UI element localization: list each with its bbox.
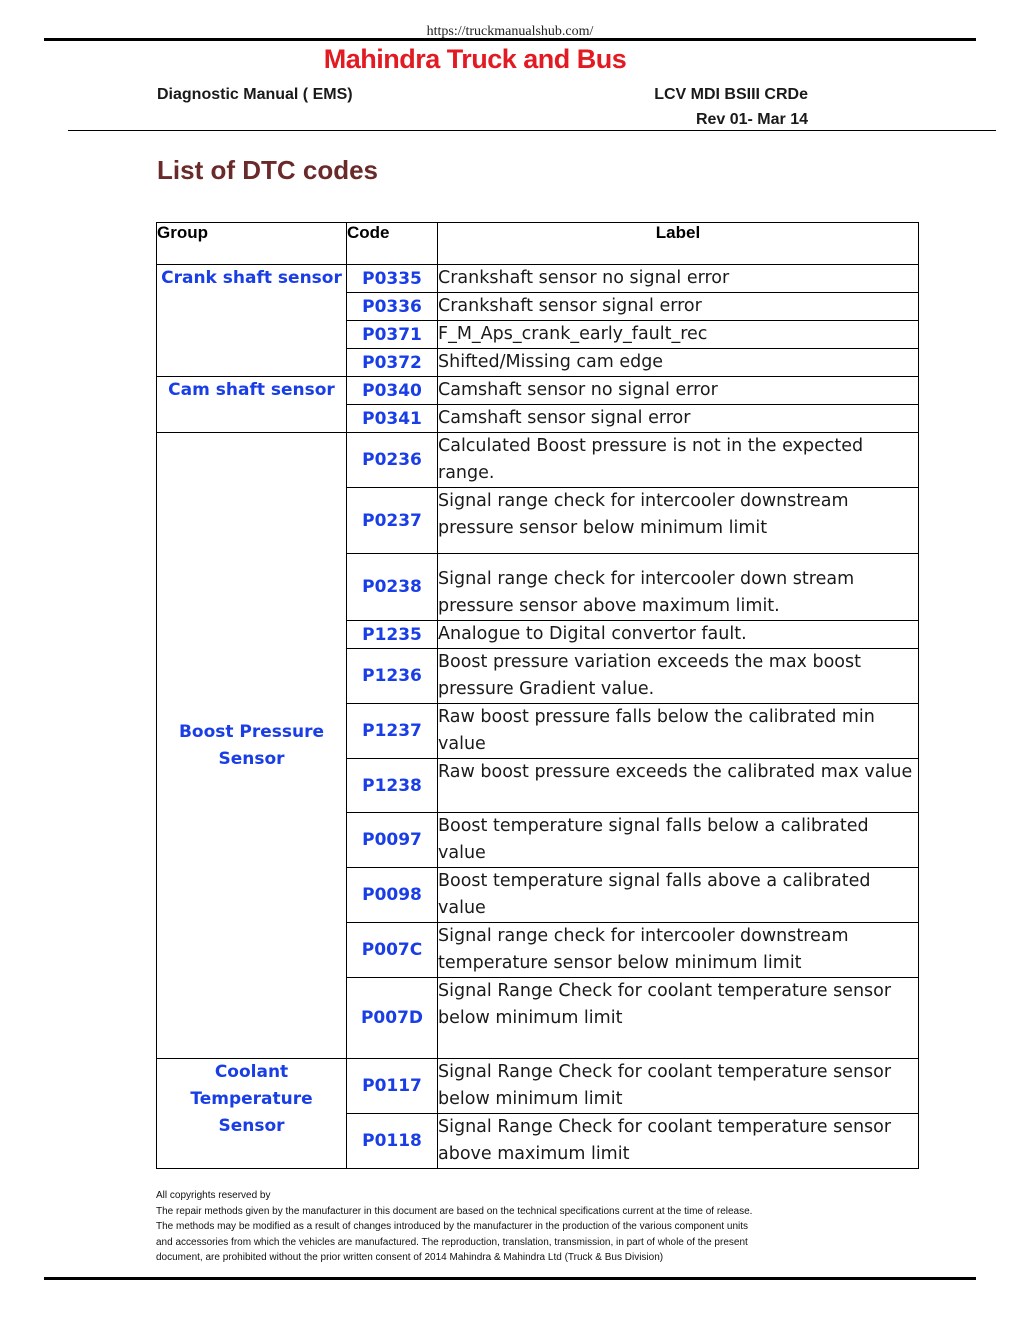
dtc-code: P0335 [347, 265, 438, 293]
dtc-label: Signal range check for intercooler down stream pressure sensor above maximum limit. [438, 554, 919, 621]
dtc-code: P0118 [347, 1114, 438, 1169]
dtc-table [156, 222, 919, 1169]
dtc-label: Signal Range Check for coolant temperature sensor below minimum limit [438, 1059, 919, 1114]
column-header-label: Label [438, 223, 919, 265]
doc-title: Diagnostic Manual ( EMS) [157, 86, 353, 103]
dtc-label: Boost temperature signal falls above a calibrated value [438, 868, 919, 923]
table-row [157, 433, 919, 488]
footer-line: The repair methods given by the manufacturer in this document are based on the technical specifications current at the time of release. [156, 1205, 753, 1217]
dtc-code: P1238 [347, 759, 438, 813]
dtc-code: P007C [347, 923, 438, 978]
dtc-code: P0097 [347, 813, 438, 868]
table-row [157, 265, 919, 293]
footer-line: All copyrights reserved by [156, 1190, 271, 1201]
dtc-code: P0237 [347, 488, 438, 554]
dtc-label: Signal range check for intercooler downstream pressure sensor below minimum limit [438, 488, 919, 554]
dtc-code: P0372 [347, 349, 438, 377]
source-url[interactable]: https://truckmanualshub.com/ [426, 24, 594, 39]
dtc-label: Crankshaft sensor no signal error [438, 265, 919, 293]
dtc-code: P0341 [347, 405, 438, 433]
column-header-code: Code [347, 223, 438, 265]
dtc-label: Crankshaft sensor signal error [438, 293, 919, 321]
table-row [157, 377, 919, 405]
footer-line: The methods may be modified as a result of changes introduced by the manufacturer in the production of the various component units [156, 1221, 749, 1232]
dtc-label: Signal range check for intercooler downstream temperature sensor below minimum limit [438, 923, 919, 978]
copyright-footer [156, 1188, 876, 1266]
group-label: Boost Pressure Sensor [178, 721, 325, 769]
dtc-code: P0238 [347, 554, 438, 621]
group-label: Coolant Temperature Sensor [190, 1062, 313, 1136]
group-cell-coolant-temperature-sensor [157, 1059, 347, 1169]
dtc-code: P1237 [347, 704, 438, 759]
bottom-rule [44, 1277, 976, 1280]
dtc-code: P0371 [347, 321, 438, 349]
dtc-label: Shifted/Missing cam edge [438, 349, 919, 377]
dtc-label: Boost temperature signal falls below a calibrated value [438, 813, 919, 868]
group-cell-crank-shaft-sensor: Crank shaft sensor [157, 265, 347, 377]
footer-line: document, are prohibited without the prior written consent of 2014 Mahindra & Mahindra Ltd (Truck & Bus Division) [156, 1252, 664, 1263]
dtc-code: P0336 [347, 293, 438, 321]
revision-label: Rev 01- Mar 14 [695, 111, 808, 128]
dtc-label: Calculated Boost pressure is not in the expected range. [438, 433, 919, 488]
dtc-code: P0117 [347, 1059, 438, 1114]
dtc-label: Raw boost pressure falls below the calibrated min value [438, 704, 919, 759]
dtc-code: P1235 [347, 621, 438, 649]
column-header-group: Group [157, 223, 347, 265]
dtc-label: Raw boost pressure exceeds the calibrated max value [438, 759, 919, 813]
dtc-code: P0236 [347, 433, 438, 488]
page-title: List of DTC codes [157, 155, 379, 185]
model-label: LCV MDI BSIII CRDe [654, 86, 808, 103]
dtc-label: Camshaft sensor no signal error [438, 377, 919, 405]
header-rule [68, 130, 996, 131]
dtc-label: Signal Range Check for coolant temperature sensor below minimum limit [438, 978, 919, 1059]
dtc-code: P0098 [347, 868, 438, 923]
footer-line: and accessories from which the vehicles are manufactured. The reproduction, translation, transmission, in part of whole of the present [156, 1236, 748, 1248]
dtc-label: Analogue to Digital convertor fault. [438, 621, 919, 649]
dtc-label: Camshaft sensor signal error [438, 405, 919, 433]
dtc-label: Signal Range Check for coolant temperature sensor above maximum limit [438, 1114, 919, 1169]
group-cell-cam-shaft-sensor: Cam shaft sensor [157, 377, 347, 433]
dtc-code: P1236 [347, 649, 438, 704]
brand-logo-text: Mahindra Truck and Bus [323, 44, 627, 74]
table-row [157, 1059, 919, 1114]
group-cell-boost-pressure-sensor [157, 433, 347, 1059]
dtc-code: P007D [347, 978, 438, 1059]
dtc-code: P0340 [347, 377, 438, 405]
dtc-label: Boost pressure variation exceeds the max boost pressure Gradient value. [438, 649, 919, 704]
dtc-label: F_M_Aps_crank_early_fault_rec [438, 321, 919, 349]
table-header-row [157, 223, 919, 265]
